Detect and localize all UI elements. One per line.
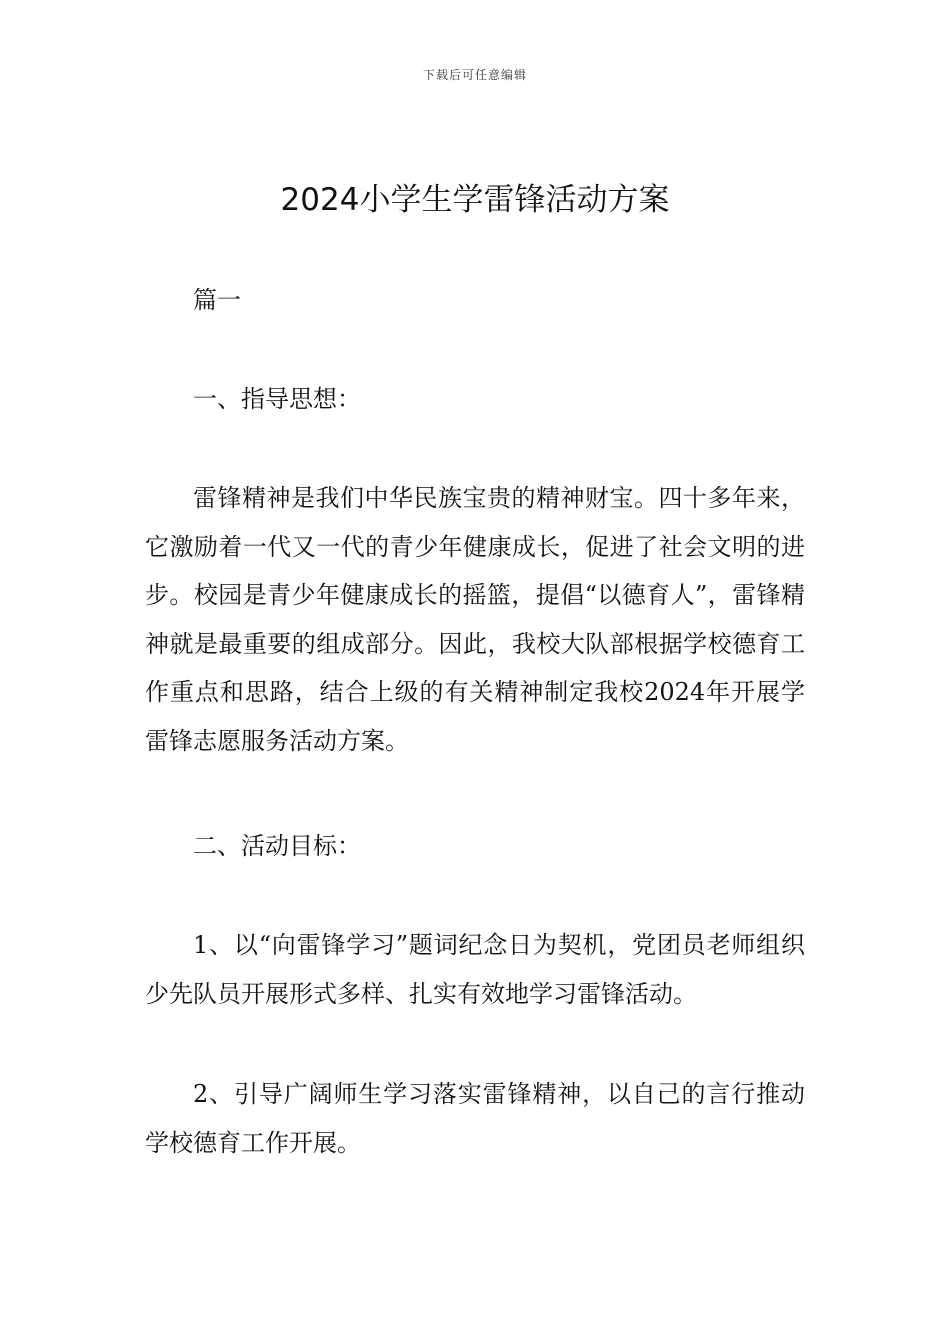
heading-1-block (145, 375, 805, 424)
header-note: 下载后可任意编辑 (422, 68, 527, 82)
paragraph-guiding-ideology: 雷锋精神是我们中华民族宝贵的精神财宝。四十多年来，它激励着一代又一代的青少年健康成长，促进了社会文明的进步。校园是青少年健康成长的摇篮，提倡“以德育人”，雷锋精神就是最重要的组成部分。因此，我校大队部根据学校德育工作重点和思路，结合上级的有关精神制定我校2024年开展学雷锋志愿服务活动方案。 (145, 484, 805, 755)
goal-item-2: 2、引导广阔师生学习落实雷锋精神，以自己的言行推动学校德育工作开展。 (145, 1080, 805, 1157)
item-2-block (145, 1070, 805, 1167)
item-1-block (145, 921, 805, 1018)
document-title: 2024小学生学雷锋活动方案 (280, 182, 670, 218)
goal-item-1: 1、以“向雷锋学习”题词纪念日为契机，党团员老师组织少先队员开展形式多样、扎实有效地学习雷锋活动。 (145, 931, 805, 1008)
section-label-block (145, 276, 805, 325)
heading-2-block (145, 822, 805, 871)
section-label: 篇一 (193, 286, 241, 314)
heading-guiding-ideology: 一、指导思想： (193, 385, 361, 413)
paragraph-1-block (145, 474, 805, 765)
heading-activity-goals: 二、活动目标： (193, 832, 361, 860)
